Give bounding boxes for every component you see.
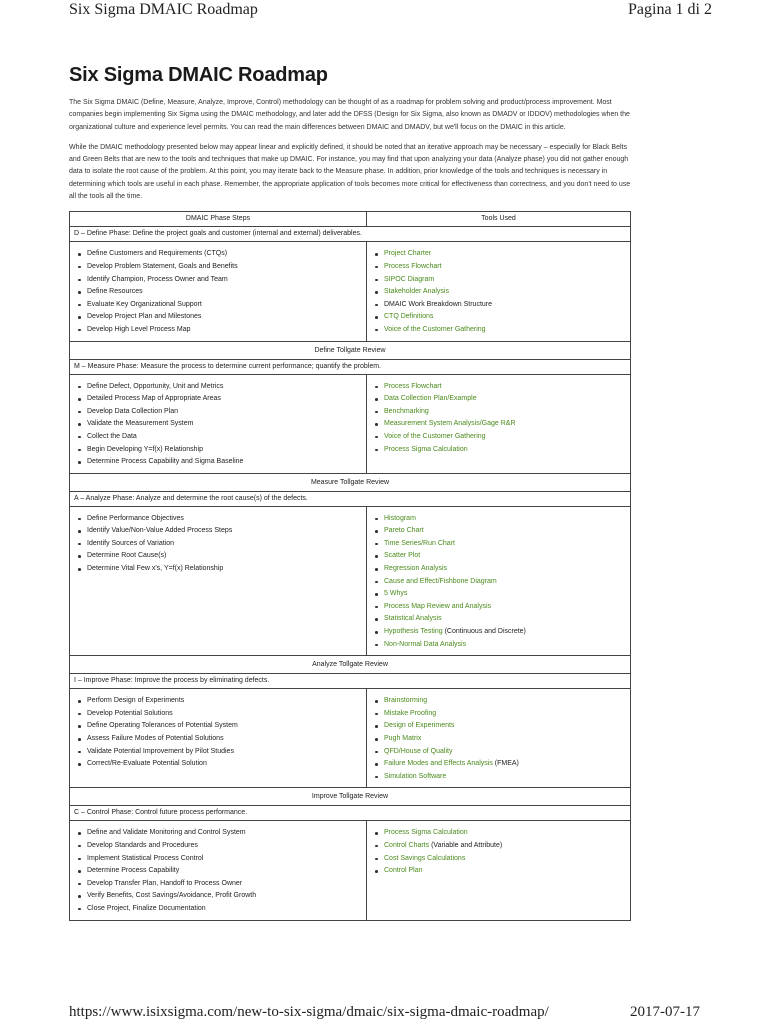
- tool-item: [375, 406, 630, 419]
- dmaic-table: [69, 211, 631, 920]
- tollgate-review: Analyze Tollgate Review: [70, 656, 631, 674]
- phase-step-item: Determine Process Capability and Sigma Baseline: [78, 456, 366, 469]
- phase-steps-list: [70, 821, 366, 919]
- tool-link[interactable]: Statistical Analysis: [384, 615, 442, 623]
- tool-item: [375, 418, 630, 431]
- phase-steps-cell: [70, 242, 367, 341]
- tool-item: [375, 261, 630, 274]
- phase-title: M – Measure Phase: Measure the process to determine current performance; quantify the problem.: [70, 359, 631, 374]
- tool-item: [375, 758, 630, 771]
- tool-link[interactable]: QFD/House of Quality: [384, 747, 453, 755]
- tool-link[interactable]: Voice of the Customer Gathering: [384, 432, 486, 440]
- intro-paragraph: While the DMAIC methodology presented below may appear linear and explicitly defined, it should be noted that an iterative approach may be necessary – especially for Black Belts and Green Belts that are new to the tools and techniques that make up DMAIC. For instance, you may find that upon analyzing your data (Analyze phase) you did not gather enough data to isolate the root cause of the problem. At this point, you may iterate back to the Measure phase. In addition, prior knowledge of the tools and techniques is necessary in determining which tools are useful in each phase. Remember, the appropriate application of tools becomes more critical for effectiveness than correctness, and you don't need to use all the tools all the time.: [69, 143, 631, 201]
- phase-step-item: Define and Validate Monitoring and Control System: [78, 827, 366, 840]
- tollgate-review-row: [70, 473, 631, 491]
- tools-cell: [367, 374, 631, 473]
- phase-step-item: Begin Developing Y=f(x) Relationship: [78, 444, 366, 457]
- tool-item: [375, 393, 630, 406]
- tool-link[interactable]: Data Collection Plan/Example: [384, 395, 477, 403]
- tool-link[interactable]: 5 Whys: [384, 590, 408, 598]
- tool-link[interactable]: Pugh Matrix: [384, 735, 422, 742]
- phase-steps-list: [70, 375, 366, 473]
- phase-step-item: Develop High Level Process Map: [78, 324, 366, 337]
- phase-step-item: Implement Statistical Process Control: [78, 853, 366, 866]
- tool-link[interactable]: Pareto Chart: [384, 527, 424, 535]
- tool-link[interactable]: Simulation Software: [384, 772, 447, 780]
- phase-step-item: Verify Benefits, Cost Savings/Avoidance, Profit Growth: [78, 890, 366, 903]
- tools-cell: [367, 821, 631, 920]
- header-title: Six Sigma DMAIC Roadmap: [69, 1, 258, 18]
- tool-link[interactable]: Process Map Review and Analysis: [384, 602, 491, 610]
- tools-cell: [367, 506, 631, 656]
- tool-link[interactable]: Cause and Effect/Fishbone Diagram: [384, 577, 497, 585]
- tool-link[interactable]: Regression Analysis: [384, 565, 448, 573]
- tool-suffix: (Variable and Attribute): [429, 841, 503, 849]
- phase-step-item: Develop Problem Statement, Goals and Benefits: [78, 261, 366, 274]
- phase-title-row: [70, 674, 631, 689]
- phase-step-item: Determine Vital Few x's, Y=f(x) Relationship: [78, 563, 366, 576]
- tollgate-review: Measure Tollgate Review: [70, 473, 631, 491]
- tool-link[interactable]: Process Flowchart: [384, 262, 442, 270]
- tool-item: [375, 538, 630, 551]
- tool-link[interactable]: Stakeholder Analysis: [384, 288, 449, 296]
- tools-cell: [367, 689, 631, 788]
- tool-suffix: (Continuous and Discrete): [442, 628, 526, 636]
- tool-link[interactable]: Control Plan: [384, 867, 423, 875]
- phase-title: D – Define Phase: Define the project goals and customer (internal and external) deliverables.: [70, 227, 631, 242]
- tool-item: [375, 840, 630, 853]
- tollgate-review: Improve Tollgate Review: [70, 788, 631, 806]
- header-tools-used: Tools Used: [367, 212, 631, 227]
- article-intro: [69, 97, 631, 203]
- tool-item: [375, 550, 630, 563]
- tool-link[interactable]: Brainstorming: [384, 697, 428, 705]
- tool-item: [375, 708, 630, 721]
- tool-item: [375, 695, 630, 708]
- phase-content-row: [70, 374, 631, 473]
- phase-step-item: Identify Value/Non-Value Added Process Steps: [78, 525, 366, 538]
- tool-link[interactable]: Process Sigma Calculation: [384, 445, 468, 453]
- phase-step-item: Determine Root Cause(s): [78, 550, 366, 563]
- phase-title-row: [70, 491, 631, 506]
- phase-content-row: [70, 689, 631, 788]
- tool-item: [375, 563, 630, 576]
- phase-step-item: Identify Sources of Variation: [78, 538, 366, 551]
- tool-suffix: (FMEA): [492, 760, 519, 768]
- phase-steps-cell: [70, 689, 367, 788]
- phase-step-item: Evaluate Key Organizational Support: [78, 299, 366, 312]
- tool-label: DMAIC Work Breakdown Structure: [384, 300, 493, 308]
- phase-step-item: Close Project, Finalize Documentation: [78, 903, 366, 916]
- phase-title: C – Control Phase: Control future process performance.: [70, 806, 631, 821]
- tool-item: [375, 865, 630, 878]
- tool-item: [375, 771, 630, 784]
- tool-link[interactable]: Mistake Proofing: [384, 709, 437, 717]
- phase-title-row: [70, 359, 631, 374]
- phase-step-item: Define Operating Tolerances of Potential System: [78, 720, 366, 733]
- footer-url: https://www.isixsigma.com/new-to-six-sigma/dmaic/six-sigma-dmaic-roadmap/: [69, 1004, 549, 1020]
- tool-link[interactable]: Scatter Plot: [384, 552, 421, 560]
- phase-steps-list: [70, 242, 366, 340]
- tool-item: [375, 431, 630, 444]
- phase-step-item: Validate the Measurement System: [78, 418, 366, 431]
- tool-link[interactable]: Time Series/Run Chart: [384, 539, 455, 547]
- phase-title: A – Analyze Phase: Analyze and determine the root cause(s) of the defects.: [70, 491, 631, 506]
- tool-item: [375, 444, 630, 457]
- table-body: [70, 227, 631, 920]
- tool-item: [375, 248, 630, 261]
- intro-paragraph: The Six Sigma DMAIC (Define, Measure, Analyze, Improve, Control) methodology can be thought of as a roadmap for problem solving and product/process improvement. Most companies begin implementing Six Sigma using the DMAIC methodology, and later add the DFSS (Design for Six Sigma, also known as DMADV or IDDOV) methodologies when the organizational culture and experience level permits. You can read the main differences between DMAIC and DMADV, but we'll focus on the DMAIC in this article.: [69, 99, 630, 131]
- phase-content-row: [70, 821, 631, 920]
- phase-title-row: [70, 806, 631, 821]
- tools-list: [367, 821, 630, 881]
- tool-link[interactable]: Failure Modes and Effects Analysis: [384, 760, 493, 768]
- phase-content-row: [70, 242, 631, 341]
- tool-item: [375, 311, 630, 324]
- tool-link[interactable]: Process Sigma Calculation: [384, 829, 468, 837]
- tool-item: [375, 286, 630, 299]
- tool-link[interactable]: Project Charter: [384, 250, 432, 258]
- footer-date: 2017-07-17: [630, 1004, 700, 1020]
- tool-link[interactable]: Control Charts: [384, 841, 430, 849]
- tool-item: [375, 626, 630, 639]
- tool-link[interactable]: Measurement System Analysis/Gage R&R: [384, 420, 516, 428]
- tool-item: [375, 381, 630, 394]
- tool-link[interactable]: Histogram: [384, 514, 416, 522]
- phase-title: I – Improve Phase: Improve the process by eliminating defects.: [70, 674, 631, 689]
- phase-step-item: Determine Process Capability: [78, 865, 366, 878]
- phase-content-row: [70, 506, 631, 656]
- tool-link[interactable]: Process Flowchart: [384, 382, 442, 390]
- tools-list: [367, 507, 630, 656]
- tool-link[interactable]: Cost Savings Calculations: [384, 854, 466, 862]
- tollgate-review: Define Tollgate Review: [70, 341, 631, 359]
- phase-step-item: Develop Transfer Plan, Handoff to Process Owner: [78, 878, 366, 891]
- phase-step-item: Correct/Re-Evaluate Potential Solution: [78, 758, 366, 771]
- header-page-label: Pagina 1 di 2: [628, 1, 712, 18]
- tool-item: [375, 299, 630, 312]
- tool-link[interactable]: Voice of the Customer Gathering: [384, 325, 486, 333]
- tool-link[interactable]: Benchmarking: [384, 407, 429, 415]
- phase-step-item: Develop Potential Solutions: [78, 708, 366, 721]
- tool-link[interactable]: Design of Experiments: [384, 722, 455, 730]
- tool-link[interactable]: Non-Normal Data Analysis: [384, 640, 467, 648]
- phase-step-item: Develop Standards and Procedures: [78, 840, 366, 853]
- tool-item: [375, 720, 630, 733]
- article-title: Six Sigma DMAIC Roadmap: [69, 64, 328, 86]
- phase-steps-list: [70, 507, 366, 580]
- phase-step-item: Develop Project Plan and Milestones: [78, 311, 366, 324]
- phase-steps-cell: [70, 506, 367, 656]
- tool-item: [375, 613, 630, 626]
- article: [69, 64, 631, 921]
- tools-list: [367, 689, 630, 787]
- phase-steps-cell: [70, 374, 367, 473]
- tool-item: [375, 324, 630, 337]
- page-header: [0, 0, 768, 24]
- tool-link[interactable]: Hypothesis Testing: [384, 628, 443, 636]
- tool-item: [375, 274, 630, 287]
- phase-step-item: Collect the Data: [78, 431, 366, 444]
- phase-step-item: Identify Champion, Process Owner and Team: [78, 274, 366, 287]
- tollgate-review-row: [70, 656, 631, 674]
- tool-item: [375, 639, 630, 652]
- tollgate-review-row: [70, 788, 631, 806]
- phase-step-item: Validate Potential Improvement by Pilot Studies: [78, 746, 366, 759]
- phase-step-item: Perform Design of Experiments: [78, 695, 366, 708]
- tool-item: [375, 588, 630, 601]
- phase-step-item: Detailed Process Map of Appropriate Areas: [78, 393, 366, 406]
- tool-item: [375, 601, 630, 614]
- tollgate-review-row: [70, 341, 631, 359]
- tool-item: [375, 525, 630, 538]
- tools-cell: [367, 242, 631, 341]
- tool-item: [375, 733, 630, 746]
- tools-list: [367, 242, 630, 340]
- phase-step-item: Define Defect, Opportunity, Unit and Metrics: [78, 381, 366, 394]
- tool-link[interactable]: CTQ Definitions: [384, 313, 434, 321]
- phase-steps-list: [70, 689, 366, 775]
- phase-step-item: Develop Data Collection Plan: [78, 406, 366, 419]
- header-phase-steps: DMAIC Phase Steps: [70, 212, 367, 227]
- tool-item: [375, 746, 630, 759]
- phase-step-item: Assess Failure Modes of Potential Solutions: [78, 733, 366, 746]
- page-footer: [0, 1004, 768, 1024]
- tool-item: [375, 853, 630, 866]
- table-header-row: [70, 212, 631, 227]
- phase-step-item: Define Performance Objectives: [78, 513, 366, 526]
- phase-step-item: Define Customers and Requirements (CTQs): [78, 248, 366, 261]
- phase-step-item: Define Resources: [78, 286, 366, 299]
- tools-list: [367, 375, 630, 461]
- phase-steps-cell: [70, 821, 367, 920]
- tool-item: [375, 576, 630, 589]
- tool-link[interactable]: SIPOC Diagram: [384, 275, 435, 283]
- tool-item: [375, 513, 630, 526]
- phase-title-row: [70, 227, 631, 242]
- tool-item: [375, 827, 630, 840]
